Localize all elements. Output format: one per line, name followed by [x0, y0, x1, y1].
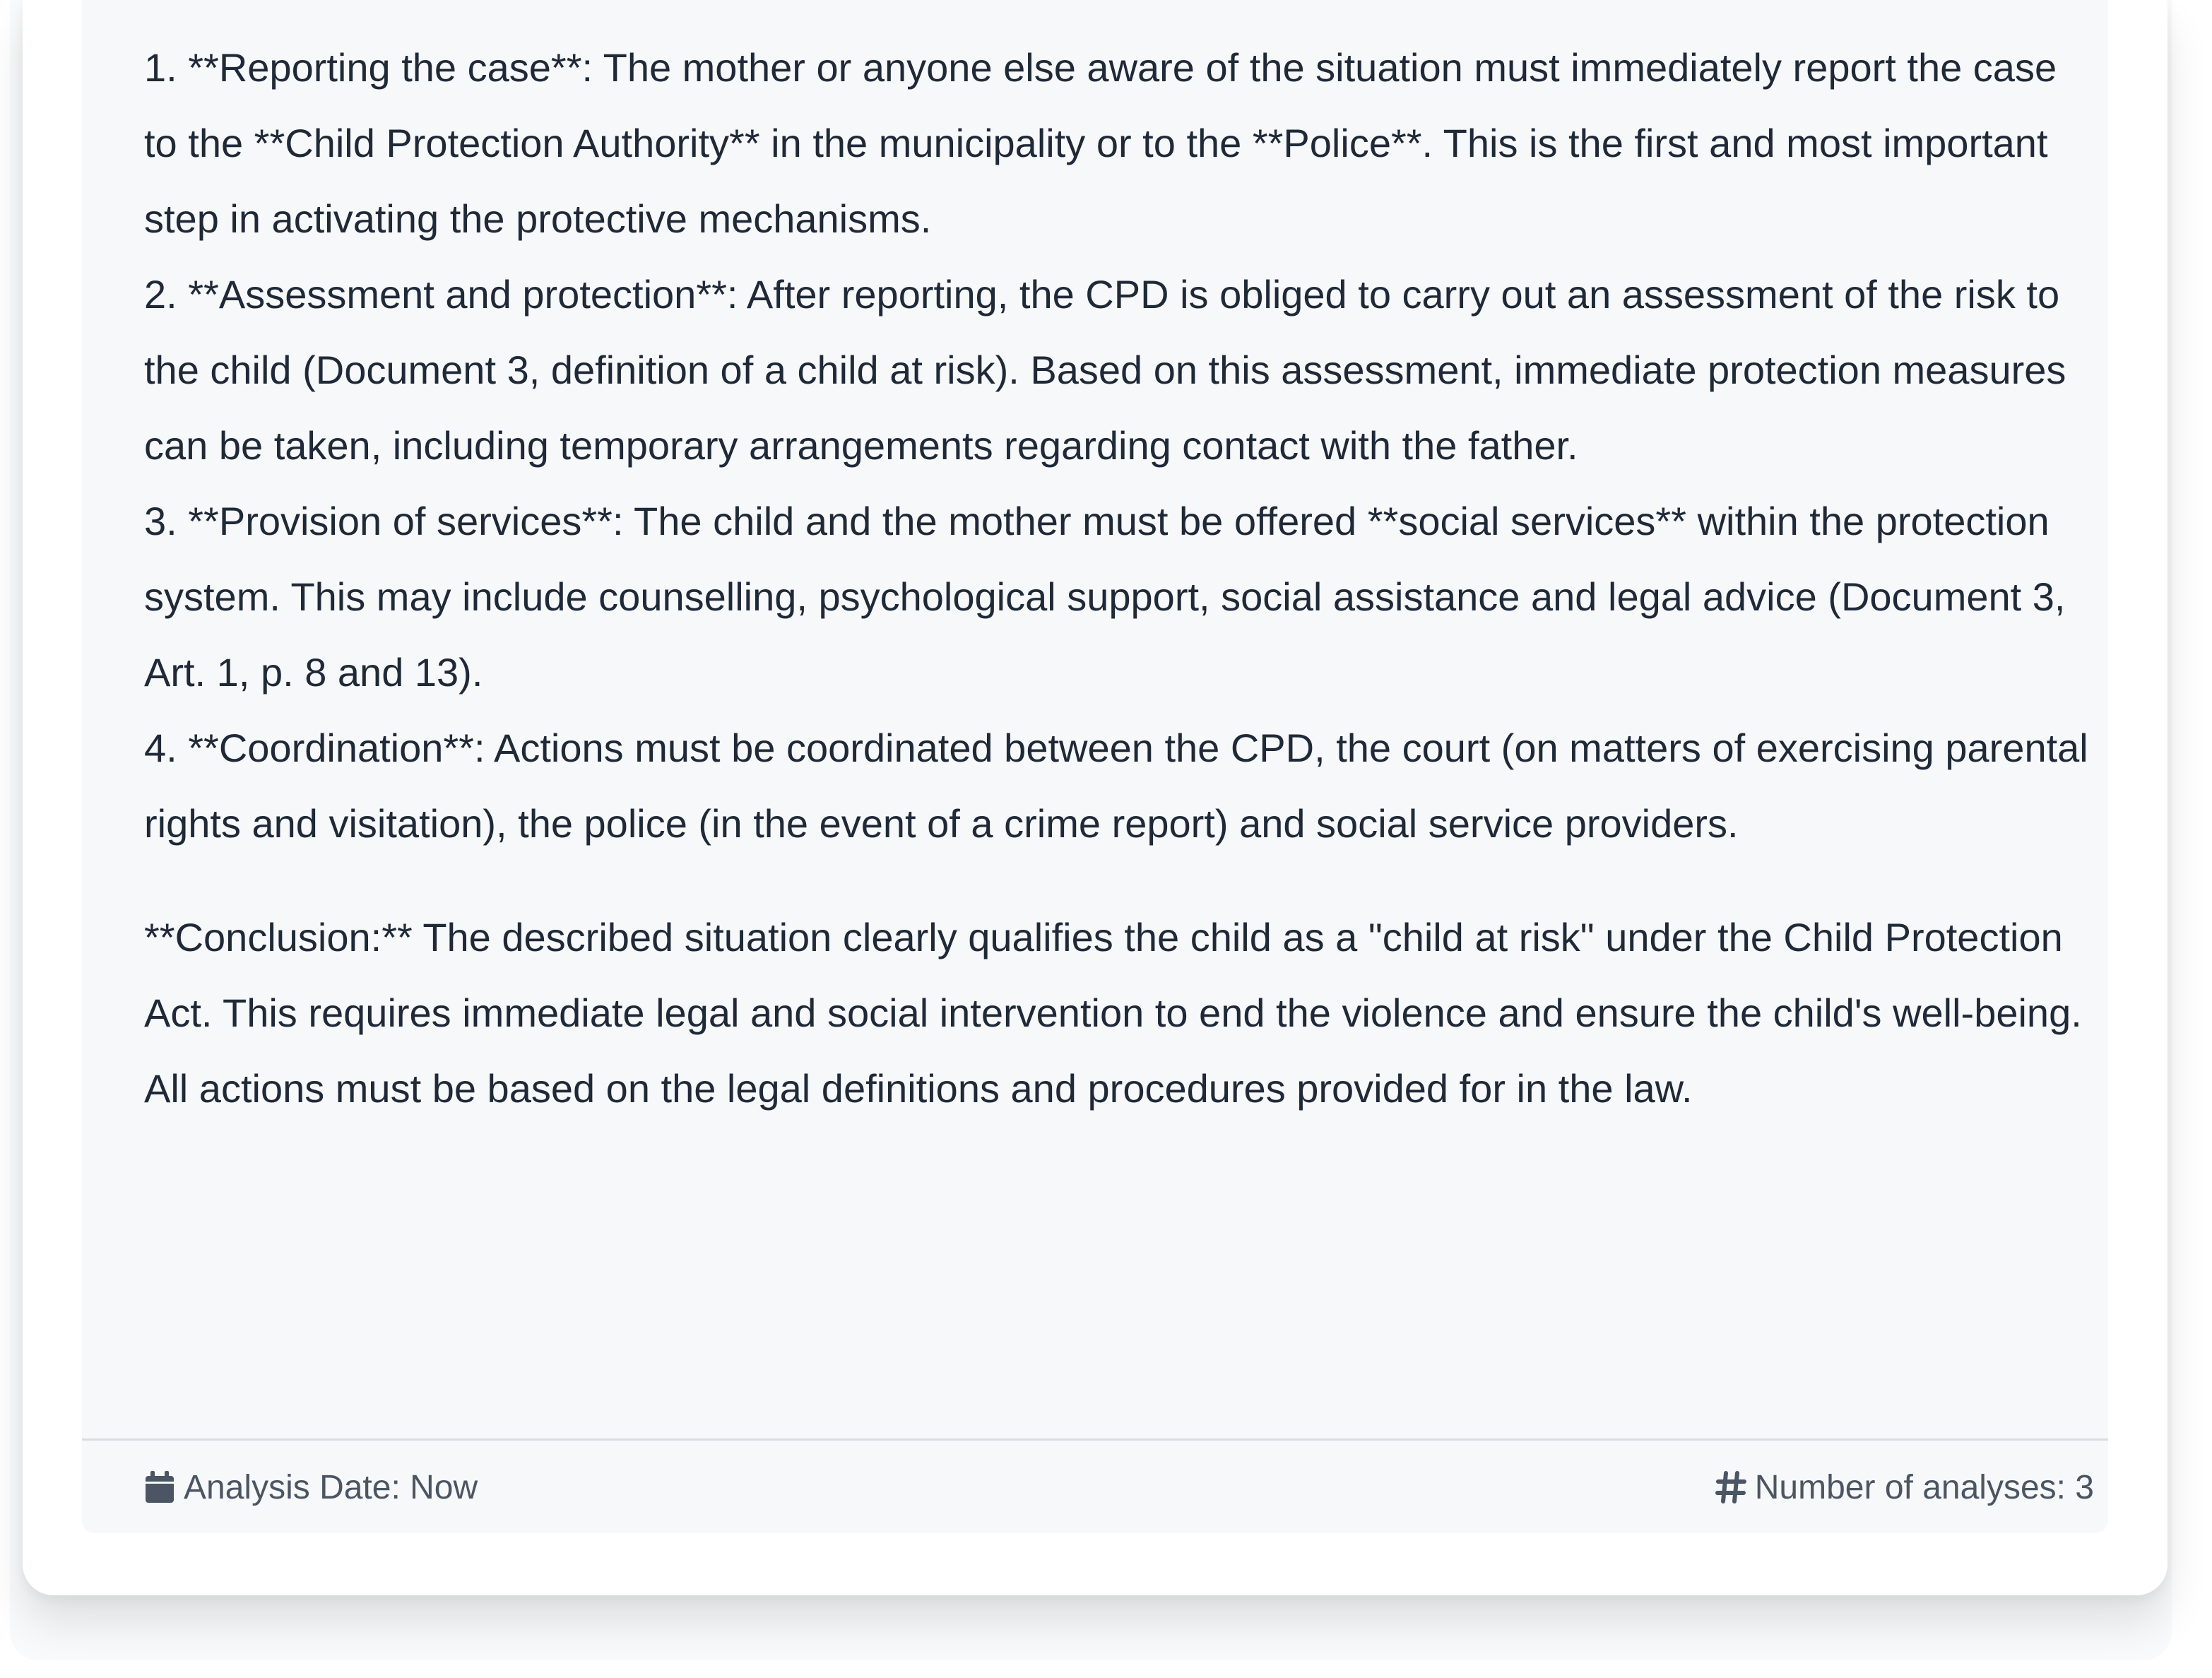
- response-item: 2. **Assessment and protection**: After reporting, the CPD is obliged to carry out an assessment of the risk to the child (Document 3, definition of a child at risk). Based on this assessment, immediate protection measures can be taken, including temporary arrangements regarding contact with the father.: [144, 272, 2066, 468]
- analysis-result-card: [23, 0, 2167, 1595]
- analysis-response-panel: [82, 0, 2108, 1533]
- analysis-date-label: Analysis Date: Now: [184, 1468, 478, 1506]
- response-item: 3. **Provision of services**: The child and the mother must be offered **social services** within the protection system. This may include counselling, psychological support, social assistance and legal advice (Document 3, Art. 1, p. 8 and 13).: [144, 499, 2066, 695]
- calendar-icon: [144, 1470, 175, 1504]
- footer-divider: [82, 1438, 2108, 1441]
- analysis-count-label: Number of analyses: 3: [1754, 1468, 2094, 1506]
- response-text: [144, 30, 2094, 1126]
- response-item: 4. **Coordination**: Actions must be coordinated between the CPD, the court (on matters of exercising parental rights and visitation), the police (in the event of a crime report) and social service providers.: [144, 726, 2088, 846]
- response-item: 1. **Reporting the case**: The mother or anyone else aware of the situation must immediately report the case to the **Child Protection Authority** in the municipality or to the **Police**. This is the first and most important step in activating the protective mechanisms.: [144, 45, 2057, 241]
- analysis-count: [1715, 1468, 2094, 1507]
- paragraph-gap: [144, 861, 2094, 899]
- hash-icon: [1715, 1470, 1746, 1504]
- response-conclusion: **Conclusion:** The described situation clearly qualifies the child as a "child at risk" under the Child Protection Act. This requires immediate legal and social intervention to end the violence and ensure the child's well-being. All actions must be based on the legal definitions and procedures provided for in the law.: [144, 915, 2082, 1111]
- analysis-date: [144, 1468, 478, 1507]
- analysis-footer: [144, 1463, 2094, 1512]
